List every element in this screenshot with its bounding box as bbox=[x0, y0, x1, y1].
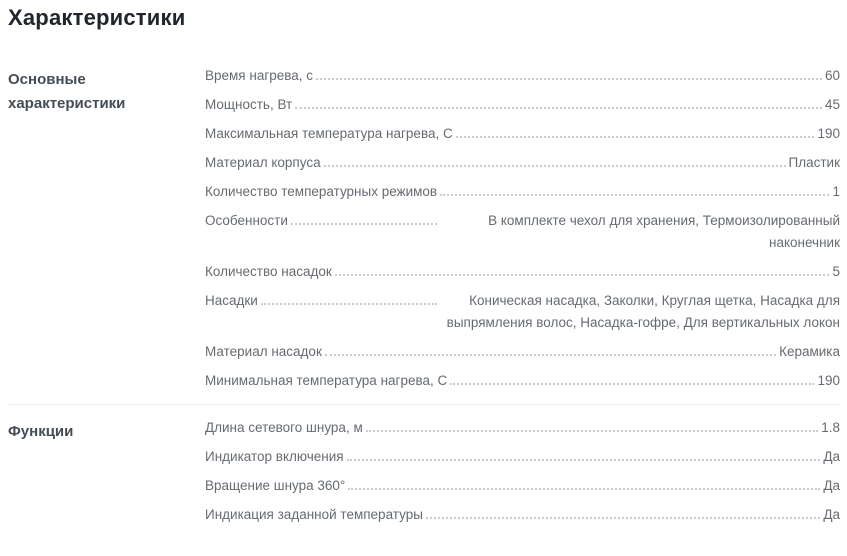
spec-label: Особенности bbox=[205, 213, 288, 228]
page-title: Характеристики bbox=[8, 5, 186, 30]
dotted-leader bbox=[426, 505, 820, 519]
spec-label: Вращение шнура 360° bbox=[205, 478, 346, 493]
spec-row bbox=[205, 152, 840, 174]
spec-label: Время нагрева, с bbox=[205, 68, 314, 83]
dotted-leader bbox=[295, 95, 822, 109]
spec-label: Максимальная температура нагрева, С bbox=[205, 126, 453, 141]
spec-label: Индикатор включения bbox=[205, 449, 344, 464]
spec-value: Да bbox=[823, 507, 840, 522]
dotted-leader bbox=[335, 262, 830, 276]
spec-label: Количество насадок bbox=[205, 264, 332, 279]
section-title: Функции bbox=[8, 423, 74, 440]
dotted-leader bbox=[366, 418, 818, 432]
spec-row bbox=[205, 123, 840, 145]
spec-value: 1.8 bbox=[821, 420, 840, 435]
dotted-leader bbox=[324, 153, 786, 167]
spec-value: Пластик bbox=[788, 155, 840, 170]
spec-label: Материал насадок bbox=[205, 344, 322, 359]
dotted-leader bbox=[316, 66, 822, 80]
spec-rows bbox=[205, 65, 840, 399]
spec-row bbox=[205, 181, 840, 203]
spec-label: Насадки bbox=[205, 293, 258, 308]
spec-value: 60 bbox=[824, 68, 840, 83]
spec-section bbox=[8, 65, 840, 399]
spec-value: Коническая насадка, Заколки, Круглая щетка, Насадка для выпрямления волос, Насадка-гофре, Для вертикальных локон bbox=[446, 293, 840, 330]
spec-value: 5 bbox=[832, 264, 840, 279]
spec-value: 1 bbox=[832, 184, 840, 199]
spec-label: Количество температурных режимов bbox=[205, 184, 438, 199]
spec-section bbox=[8, 404, 840, 533]
spec-row bbox=[205, 94, 840, 116]
spec-row bbox=[205, 261, 840, 283]
spec-label: Индикация заданной температуры bbox=[205, 507, 423, 522]
spec-rows bbox=[205, 417, 840, 533]
dotted-leader bbox=[261, 291, 437, 305]
dotted-leader bbox=[456, 124, 815, 138]
spec-label: Мощность, Вт bbox=[205, 97, 293, 112]
spec-row bbox=[205, 290, 840, 334]
dotted-leader bbox=[440, 182, 829, 196]
spec-row bbox=[205, 446, 840, 468]
dotted-leader bbox=[325, 342, 776, 356]
spec-row bbox=[205, 475, 840, 497]
spec-row bbox=[205, 65, 840, 87]
spec-label: Материал корпуса bbox=[205, 155, 321, 170]
dotted-leader bbox=[348, 476, 820, 490]
spec-row bbox=[205, 504, 840, 526]
spec-label: Минимальная температура нагрева, С bbox=[205, 373, 448, 388]
dotted-leader bbox=[291, 211, 437, 225]
spec-value: 45 bbox=[824, 97, 840, 112]
spec-value: 190 bbox=[817, 126, 840, 141]
spec-value: Да bbox=[823, 449, 840, 464]
spec-row bbox=[205, 210, 840, 254]
spec-value: Да bbox=[823, 478, 840, 493]
spec-value: В комплекте чехол для хранения, Термоизолированный наконечник bbox=[488, 213, 840, 250]
spec-value: 190 bbox=[817, 373, 840, 388]
sections bbox=[8, 65, 840, 533]
spec-row bbox=[205, 417, 840, 439]
dotted-leader bbox=[450, 371, 814, 385]
section-title: Основные характеристики bbox=[8, 71, 126, 112]
spec-row bbox=[205, 341, 840, 363]
spec-value: Керамика bbox=[779, 344, 840, 359]
dotted-leader bbox=[347, 447, 821, 461]
spec-label: Длина сетевого шнура, м bbox=[205, 420, 363, 435]
spec-row bbox=[205, 370, 840, 392]
